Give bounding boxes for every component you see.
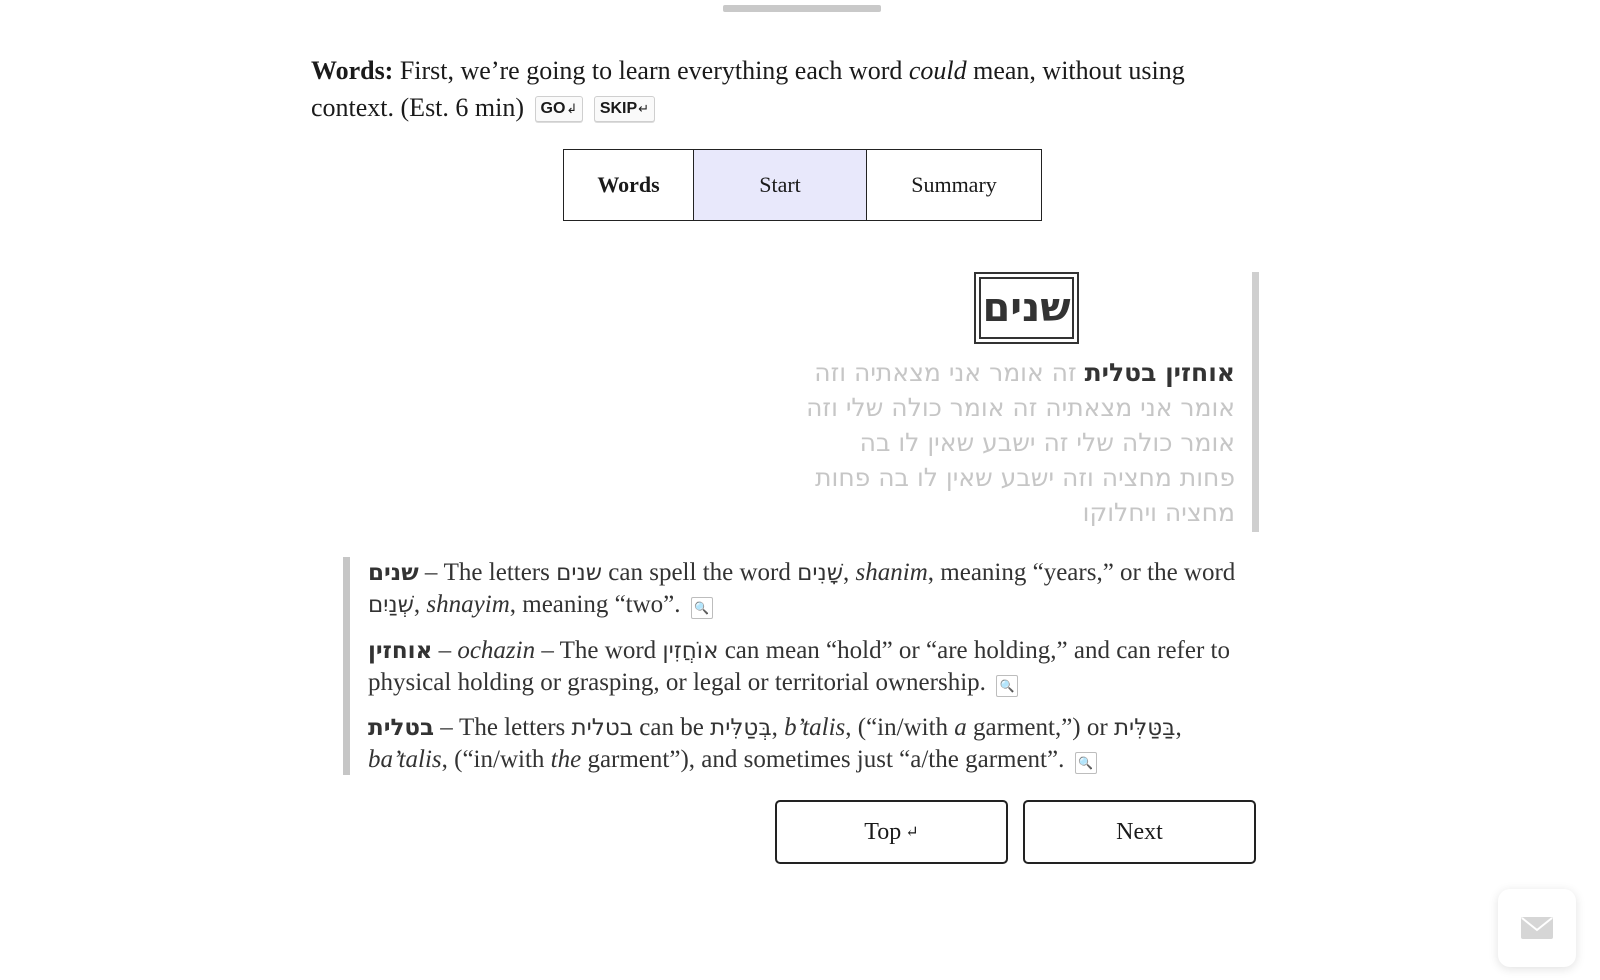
transliteration: shanim: [855, 559, 928, 586]
next-label: Next: [1116, 818, 1163, 845]
next-button[interactable]: [1023, 800, 1256, 864]
definition-text: , (“in/with: [441, 746, 551, 773]
passage-highlight[interactable]: אוחזין בטלית: [1084, 358, 1235, 387]
definition-text: , meaning “years,” or the word: [927, 559, 1236, 586]
definition-text: garment”), and sometimes just “a/the garment”.: [581, 746, 1065, 773]
scroll-indicator[interactable]: [723, 5, 881, 12]
intro-text-after: mean, without using context. (Est. 6 min): [311, 56, 1185, 122]
definition-text: –: [432, 637, 458, 664]
definition-text: ,: [413, 591, 427, 618]
hebrew-word: שְׁנַיִם: [368, 592, 414, 618]
passage-rest: זה אומר אני מצאתיה וזה אומר אני מצאתיה זה אומר כולה שלי וזה אומר כולה שלי זה ישבע שאין לו בה פחות מחציה וזה ישבע שאין לו בה פחות מחציה ויחלוקו: [806, 358, 1235, 527]
emphasis: the: [550, 746, 582, 773]
transliteration: ochazin: [457, 637, 536, 664]
definition-text: can spell the word: [602, 559, 798, 586]
intro-label: Words:: [311, 56, 394, 85]
top-button[interactable]: [775, 800, 1008, 864]
top-label: Top: [864, 818, 902, 845]
transliteration: ba’talis: [368, 746, 442, 773]
definition-text: – The word: [535, 637, 663, 664]
hebrew-word: בַּטַּלִּית: [1113, 715, 1176, 741]
go-arrow-icon: ↲: [566, 101, 578, 116]
skip-label: SKIP: [599, 100, 638, 117]
magnifier-icon[interactable]: 🔍: [996, 675, 1018, 697]
current-word-box: [974, 272, 1079, 344]
top-arrow-icon: ↵: [905, 824, 919, 841]
intro-text-before: First, we’re going to learn everything each word: [393, 56, 909, 85]
hebrew-passage: [805, 355, 1235, 530]
intro-emphasis: could: [908, 56, 967, 85]
hebrew-word: בטלית: [571, 715, 634, 741]
feedback-mail-button[interactable]: [1498, 889, 1576, 967]
definition-text: , meaning “two”.: [509, 591, 681, 618]
definition-text: , (“in/with: [845, 714, 955, 741]
go-label: GO: [540, 100, 566, 117]
definition-item: [368, 712, 1248, 775]
section-tabs: [563, 149, 1042, 221]
definition-text: can be: [633, 714, 711, 741]
current-word: שנים: [979, 277, 1074, 339]
tab-words[interactable]: Words: [597, 172, 660, 197]
definitions-list: [343, 557, 1248, 775]
definition-text: ,: [771, 714, 785, 741]
magnifier-icon[interactable]: 🔍: [1075, 752, 1097, 774]
definition-text: can mean “hold” or “are holding,” and can refer to physical holding or grasping, or legal or territorial ownership.: [368, 637, 1231, 696]
definition-term: בטלית: [368, 715, 435, 741]
hebrew-word: בְּטַלִּית: [710, 715, 772, 741]
transliteration: shnayim: [426, 591, 510, 618]
emphasis: a: [954, 714, 967, 741]
passage-accent-bar: [1252, 272, 1259, 532]
tab-start[interactable]: Start: [693, 150, 866, 220]
skip-arrow-icon: ↵: [638, 101, 650, 116]
definition-item: [368, 557, 1248, 621]
skip-button[interactable]: [594, 96, 655, 122]
hebrew-word: שנים: [556, 560, 603, 586]
hebrew-word: אוֹחֲזִין: [662, 638, 719, 664]
envelope-icon: [1521, 917, 1553, 939]
definition-text: ,: [1175, 714, 1182, 741]
definition-text: – The letters: [418, 559, 557, 586]
definition-item: [368, 635, 1248, 698]
definition-term: אוחזין: [368, 638, 433, 664]
definition-text: – The letters: [434, 714, 572, 741]
magnifier-icon[interactable]: 🔍: [691, 597, 713, 619]
definition-text: ,: [843, 559, 856, 586]
tab-summary[interactable]: Summary: [866, 150, 1041, 220]
definition-term: שנים: [368, 560, 419, 586]
go-button[interactable]: [535, 96, 584, 122]
hebrew-word: שָׁנִים: [797, 560, 844, 586]
transliteration: b’talis: [784, 714, 846, 741]
definition-text: garment,”) or: [966, 714, 1114, 741]
intro-paragraph: [311, 52, 1231, 126]
